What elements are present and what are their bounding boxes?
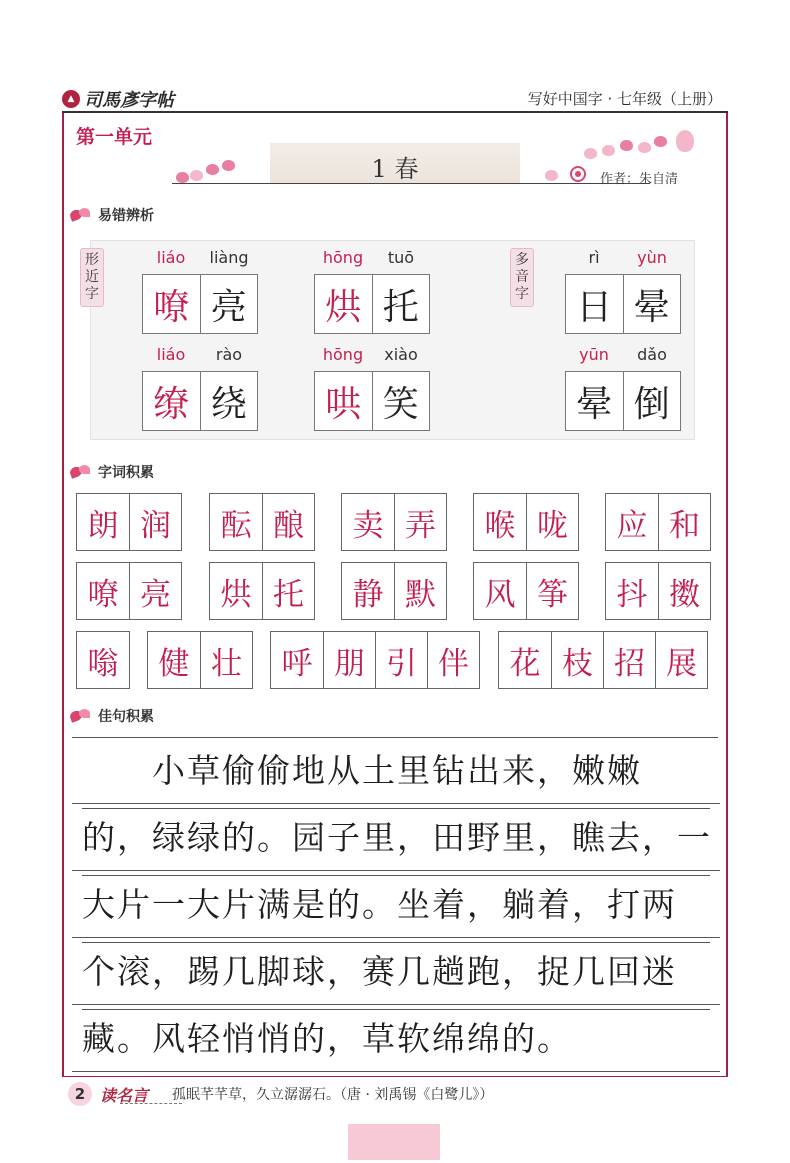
- char-cell: 托: [372, 275, 430, 333]
- vocab-word: [209, 562, 315, 620]
- brand-name: 司馬彥字帖: [84, 90, 174, 111]
- pinyin: rào: [215, 345, 243, 364]
- char-cell: 晕: [623, 275, 681, 333]
- tag-similar-shape: 形近字: [80, 248, 104, 307]
- vocab-char: 朗: [87, 507, 119, 544]
- page-number: 2: [68, 1082, 92, 1106]
- vocab-char: 和: [658, 494, 710, 550]
- vocab-char: 嘹: [87, 576, 119, 613]
- char-pair: [314, 248, 430, 334]
- title-rule: [172, 183, 650, 184]
- char-pair: [565, 345, 681, 431]
- char-pair: [314, 345, 430, 431]
- vocab-word: [270, 631, 480, 689]
- vocab-char: 弄: [394, 494, 446, 550]
- vocab-char: 咙: [526, 494, 578, 550]
- vocab-char: 引: [375, 632, 427, 688]
- vocab-word: [473, 493, 579, 551]
- vocab-char: 托: [262, 563, 314, 619]
- section-vocab: [70, 462, 154, 482]
- lesson-title-banner: [270, 143, 520, 183]
- vocab-char: 擞: [658, 563, 710, 619]
- bird-decoration-icon: [676, 130, 694, 152]
- vocab-row: [0, 631, 790, 689]
- vocab-char: 风: [484, 576, 516, 613]
- passage-line: 的，绿绿的。园子里，田野里，瞧去，一: [82, 809, 710, 876]
- bird-decoration-icon: [190, 170, 203, 181]
- vocab-char: 亮: [129, 563, 181, 619]
- vocab-char: 招: [603, 632, 655, 688]
- char-cell: 倒: [623, 372, 681, 430]
- vocab-char: 伴: [427, 632, 479, 688]
- bird-decoration-icon: [620, 140, 633, 151]
- char-cell: 嘹: [153, 286, 190, 328]
- char-pair: [142, 345, 258, 431]
- vocab-char: 酝: [220, 507, 252, 544]
- char-cell: 笑: [372, 372, 430, 430]
- flower-bullet-icon: [70, 208, 92, 222]
- read-quote-label: 读名言: [100, 1085, 149, 1105]
- pinyin: hōng: [322, 248, 364, 267]
- pinyin: liáo: [156, 345, 186, 364]
- lesson-title: 1 春: [371, 155, 419, 183]
- vocab-word: [473, 562, 579, 620]
- vocab-char: 抖: [616, 576, 648, 613]
- vocab-char: 筝: [526, 563, 578, 619]
- bird-decoration-icon: [176, 172, 189, 183]
- section-label: 易错辨析: [98, 208, 154, 224]
- bird-decoration-icon: [206, 164, 219, 175]
- passage-line: 大片一大片满是的。坐着，躺着，打两: [82, 876, 710, 943]
- vocab-char: 酿: [262, 494, 314, 550]
- vocab-word: [341, 493, 447, 551]
- vocab-char: 展: [655, 632, 707, 688]
- passage-line: 小草偷偷地从土里钻出来，嫩嫩: [82, 742, 710, 809]
- vocab-word: [605, 493, 711, 551]
- vocab-word: [76, 631, 130, 689]
- pinyin: xiào: [384, 345, 418, 364]
- vocab-char: 喉: [484, 507, 516, 544]
- vocab-char: 静: [352, 576, 384, 613]
- char-cell: 绕: [200, 372, 258, 430]
- famous-quote: 孤眠芊芊草，久立潺潺石。（唐 · 刘禹锡《白鹭儿》）: [172, 1087, 494, 1103]
- vocab-char: 朋: [323, 632, 375, 688]
- vocab-char: 嗡: [87, 645, 119, 682]
- unit-title: 第一单元: [76, 126, 153, 148]
- tag-polyphone: 多音字: [510, 248, 534, 307]
- vocab-word: [147, 631, 253, 689]
- passage-line: 藏。风轻悄悄的，草软绵绵的。: [82, 1010, 710, 1077]
- section-label: 字词积累: [98, 465, 154, 481]
- pinyin: rì: [588, 248, 600, 267]
- vocab-char: 烘: [220, 576, 252, 613]
- vocab-char: 润: [129, 494, 181, 550]
- passage-line: 个滚，踢几脚球，赛几趟跑，捉几回迷: [82, 943, 710, 1010]
- bird-decoration-icon: [638, 142, 651, 153]
- pinyin: tuō: [387, 248, 415, 267]
- pinyin: liáo: [156, 248, 186, 267]
- section-label: 佳句积累: [98, 709, 154, 725]
- vocab-row: [0, 562, 790, 620]
- char-cell: 哄: [325, 383, 362, 425]
- char-pair: [142, 248, 258, 334]
- passage-top-rule: [72, 737, 718, 738]
- vocab-char: 枝: [551, 632, 603, 688]
- bird-decoration-icon: [545, 170, 558, 181]
- passage: [82, 742, 710, 1077]
- section-similar-chars: [70, 205, 154, 225]
- vocab-word: [498, 631, 708, 689]
- pinyin: dǎo: [637, 345, 667, 364]
- pinyin: yùn: [637, 248, 667, 267]
- brand-header: [62, 86, 174, 112]
- bird-decoration-icon: [654, 136, 667, 147]
- char-pair: [565, 248, 681, 334]
- brand-logo-icon: ▲: [62, 90, 80, 108]
- lesson-author: 作者：朱自清: [600, 172, 679, 187]
- vocab-word: [341, 562, 447, 620]
- vocab-char: 默: [394, 563, 446, 619]
- char-cell: 亮: [200, 275, 258, 333]
- vocab-word: [209, 493, 315, 551]
- vocab-row: [0, 493, 790, 551]
- bird-decoration-icon: [584, 148, 597, 159]
- vocab-word: [76, 493, 182, 551]
- vocab-char: 卖: [352, 507, 384, 544]
- flower-bullet-icon: [70, 709, 92, 723]
- vocab-word: [605, 562, 711, 620]
- char-cell: 缭: [153, 383, 190, 425]
- footer-dashed-line: [120, 1103, 182, 1104]
- vocab-char: 呼: [281, 645, 313, 682]
- section-sentence: [70, 706, 154, 726]
- pinyin: liàng: [209, 248, 249, 267]
- vocab-char: 壮: [200, 632, 252, 688]
- author-marker-icon: [570, 166, 586, 182]
- bird-decoration-icon: [602, 145, 615, 156]
- bottom-tab: [348, 1124, 440, 1160]
- footer-divider: [62, 1076, 728, 1077]
- char-cell: 日: [576, 286, 613, 328]
- vocab-word: [76, 562, 182, 620]
- vocab-char: 健: [158, 645, 190, 682]
- char-cell: 烘: [325, 286, 362, 328]
- char-cell: 晕: [576, 383, 613, 425]
- flower-bullet-icon: [70, 465, 92, 479]
- vocab-char: 花: [509, 645, 541, 682]
- bird-decoration-icon: [222, 160, 235, 171]
- pinyin: yūn: [579, 345, 609, 364]
- book-title: 写好中国字 · 七年级（上册）: [527, 90, 722, 108]
- vocab-char: 应: [616, 507, 648, 544]
- pinyin: hōng: [322, 345, 364, 364]
